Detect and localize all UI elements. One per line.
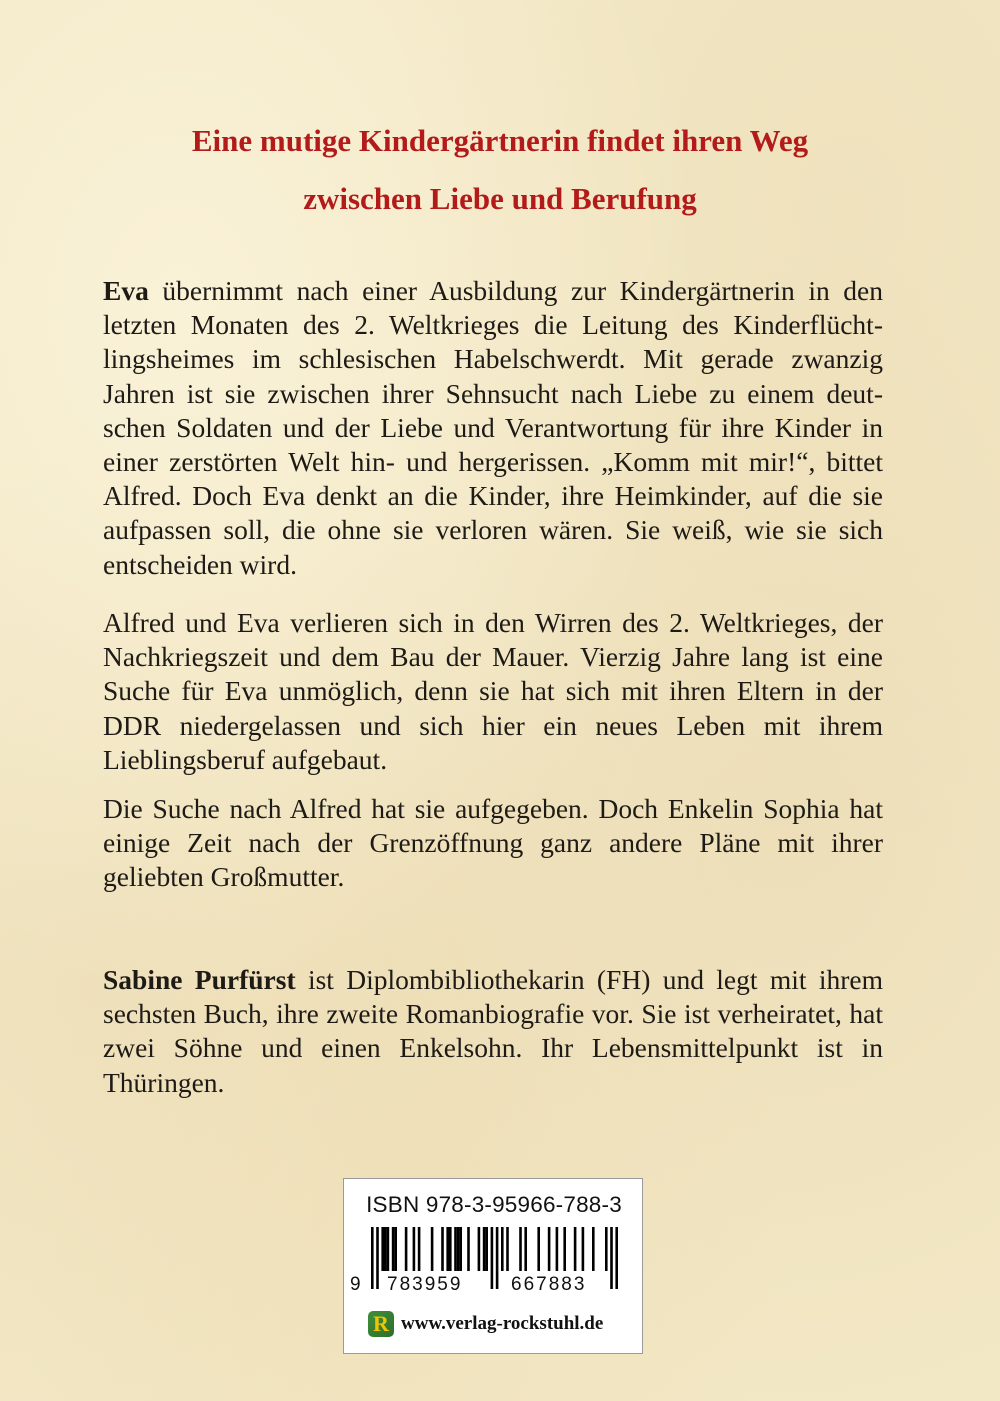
barcode-digit-first: 9 — [350, 1274, 361, 1295]
barcode-bar — [605, 1227, 608, 1271]
barcode-bar — [556, 1227, 559, 1271]
barcode-bar — [574, 1227, 577, 1271]
barcode-bar — [449, 1227, 452, 1271]
barcode-guard-bar — [610, 1227, 613, 1289]
barcode-bar — [506, 1227, 509, 1271]
barcode-bar — [405, 1227, 408, 1271]
isbn-barcode-box — [343, 1178, 643, 1354]
barcode-bar — [467, 1227, 470, 1271]
barcode-bar — [431, 1227, 434, 1271]
author-bio-text: ist Diplombibliothekarin (FH) und legt mit ihrem sechsten Buch, ihre zweite Romanbiografie vor. Sie ist verheiratet, hat zwei Söhne und einen Enkelsohn. Ihr Lebensmittelpunkt ist in Thüringen. — [103, 964, 883, 1098]
barcode-bar — [483, 1227, 486, 1271]
author-bio — [103, 963, 883, 1100]
barcode-guard-bar — [371, 1227, 374, 1289]
publisher-logo-icon — [368, 1311, 394, 1337]
publisher-logo-letter: R — [373, 1311, 389, 1336]
headline-line-1: Eine mutige Kindergärtnerin findet ihren Weg — [191, 123, 809, 158]
headline-line-2: zwischen Liebe und Berufung — [303, 181, 697, 216]
barcode-bar — [394, 1227, 397, 1271]
barcode-guard-bar — [496, 1227, 499, 1289]
barcode-bar — [563, 1227, 566, 1271]
blurb-paragraph-2: Alfred und Eva verlieren sich in den Wirren des 2. Weltkrieges, der Nachkriegszeit und dem Bau der Mauer. Vierzig Jahre lang ist eine Suche für Eva unmöglich, denn sie hat sich mit ihren Eltern in der DDR niedergelassen und sich hier ein neues Leben mit ihrem Lieblingsberuf aufgebaut. — [103, 607, 883, 775]
barcode-bar — [454, 1227, 457, 1271]
barcode-bar — [457, 1227, 460, 1271]
barcode-bar — [392, 1227, 395, 1271]
blurb-paragraph-1-text: übernimmt nach einer Ausbildung zur Kindergärtnerin in den letzten Monaten des 2. Weltkrieges die Leitung des Kinderflüchtlingsheimes im schlesischen Habelschwerdt. Mit gerade zwanzig Jahren ist sie zwischen ihrer Sehnsucht nach Liebe zu einem deutschen Soldaten und der Liebe und Verantwortung für ihre Kinder in einer zerstörten Welt hin- und hergerissen. „Komm mit mir!“, bittet Alfred. Doch Eva denkt an die Kinder, ihre Heimkinder, auf die sie aufpassen soll, die ohne sie verloren wären. Sie weiß, wie sie sich entscheiden wird. — [103, 275, 883, 580]
barcode-bar — [592, 1227, 595, 1271]
blurb-paragraph-1 — [103, 274, 883, 582]
barcode-bar — [485, 1227, 488, 1271]
isbn-label: ISBN 978-3-95966-788-3 — [366, 1192, 622, 1217]
publisher-url: www.verlag-rockstuhl.de — [401, 1313, 604, 1334]
barcode-bar — [519, 1227, 522, 1271]
barcode-bar — [381, 1227, 384, 1271]
barcode-bar — [446, 1227, 449, 1271]
barcode-bar — [384, 1227, 387, 1271]
barcode-digits-left: 783959 — [387, 1274, 463, 1295]
author-name: Sabine Purfürst — [103, 964, 296, 995]
barcode-guard-bar — [615, 1227, 618, 1289]
barcode-bar — [459, 1227, 462, 1271]
publisher — [368, 1309, 603, 1339]
barcode-guard-bar — [491, 1227, 494, 1289]
barcode-bar — [582, 1227, 585, 1271]
barcode-bar — [524, 1227, 527, 1271]
barcode-guard-bar — [376, 1227, 379, 1289]
barcode-bar — [441, 1227, 444, 1271]
barcode-bar — [418, 1227, 421, 1271]
barcode-bar — [548, 1227, 551, 1271]
barcode-digits-right: 667883 — [511, 1274, 587, 1295]
barcode-bar — [413, 1227, 416, 1271]
barcode-bar — [501, 1227, 504, 1271]
protagonist-name: Eva — [103, 275, 149, 306]
barcode-bar — [478, 1227, 481, 1271]
barcode-bar — [387, 1227, 390, 1271]
headline — [0, 112, 1000, 228]
barcode-bar — [537, 1227, 540, 1271]
blurb-paragraph-3: Die Suche nach Alfred hat sie aufgegeben. Doch Enkelin Sophia hat einige Zeit nach der Grenzöffnung ganz andere Pläne mit ihrer geliebten Großmutter. — [103, 793, 883, 893]
